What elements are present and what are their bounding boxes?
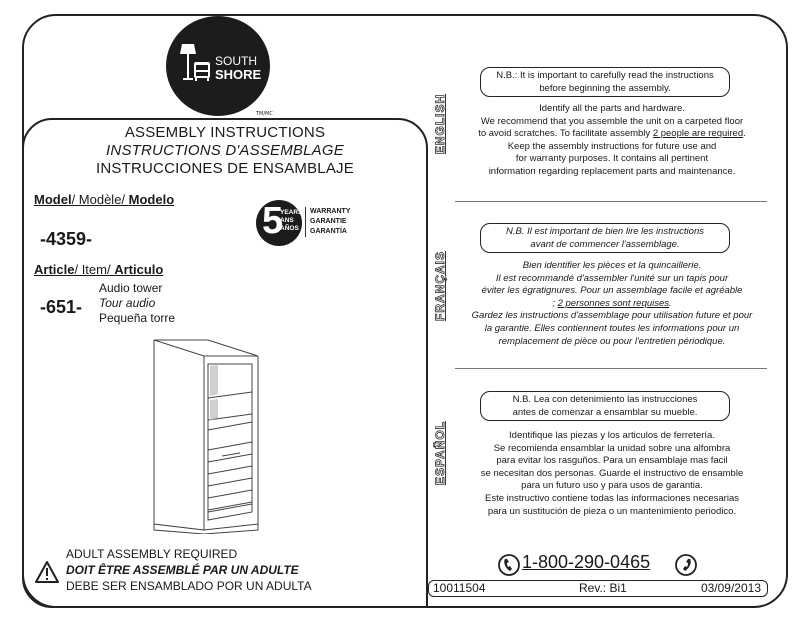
separator-2: [455, 368, 767, 369]
warranty-divider: [305, 207, 306, 237]
lang-french: FRANÇAIS: [433, 251, 447, 321]
note-english: N.B.: It is important to carefully read the instructions before beginning the assembly.: [480, 67, 730, 97]
adult-en: ADULT ASSEMBLY REQUIRED: [66, 547, 238, 561]
audio-tower-illustration: [148, 334, 268, 534]
note-spanish: N.B. Lea con detenimiento las instrucciones antes de comenzar a ensamblar su mueble.: [480, 391, 730, 421]
lang-spanish: ESPAÑOL: [433, 420, 447, 486]
title-es: INSTRUCCIONES DE ENSAMBLAJE: [96, 160, 354, 177]
body-spanish: Identifique las piezas y los articulos de ferretería. Se recomienda ensamblar la unidad sobre una alfombra para evitar los rasguños. Para un ensamblaje mas facil se necesitan dos personas. Guarde el instructivo de ensamble para un futuro uso y para usos de garantia. Este instructivo contiene todas las informaciones necesarias para un sustitución de pieza o un mantenimiento periodico.: [480, 430, 744, 517]
document-code: 10011504: [433, 581, 486, 595]
article-label: Article/ Item/ Articulo: [34, 262, 164, 277]
warranty-badge: 5 YEARS ANS AÑOS: [256, 200, 302, 246]
revision: Rev.: Bi1: [579, 581, 627, 595]
model-number: -4359-: [40, 229, 93, 249]
lamp-dresser-icon: [176, 42, 212, 88]
trademark: TM/MC: [256, 111, 273, 117]
separator-1: [455, 201, 767, 202]
article-names: Audio tower Tour audio Pequeña torre: [99, 281, 176, 325]
model-label: Model/ Modèle/ Modelo: [34, 192, 175, 207]
phone-icon: [497, 553, 521, 577]
lang-english: ENGLISH: [433, 93, 447, 155]
adult-fr: DOIT ÊTRE ASSEMBLÉ PAR UN ADULTE: [66, 563, 299, 577]
phone-icon-right: [674, 553, 698, 577]
warranty-text: WARRANTY GARANTIE GARANTÍA: [310, 208, 351, 235]
title-en: ASSEMBLY INSTRUCTIONS: [124, 124, 326, 141]
title-fr: INSTRUCTIONS D'ASSEMBLAGE: [106, 142, 344, 159]
footer-bar: [428, 580, 768, 597]
logo-line1: SOUTH: [215, 54, 257, 68]
warning-icon: [34, 560, 60, 584]
body-english: Identify all the parts and hardware. We recommend that you assemble the unit on a carpeted floor to avoid scratches. To facilitate assembly 2 people are required. Keep the assembly instructions for future use and for warranty purposes. It contains all pertinent information regarding replacement parts and maintenance.: [478, 103, 746, 177]
phone-number: 1-800-290-0465: [522, 552, 651, 572]
south-shore-logo: [166, 16, 270, 116]
adult-es: DEBE SER ENSAMBLADO POR UN ADULTA: [66, 579, 312, 593]
logo-line2: SHORE: [215, 67, 262, 82]
document-date: 03/09/2013: [700, 581, 761, 595]
article-number: -651-: [40, 297, 83, 317]
body-french: Bien identifier les pièces et la quincaillerie. Il est recommandé d'assembler l'unité sur un tapis pour éviter les égratignures. Pour un assemblage facile et agréable ; 2 personnes sont requises. Gardez les instructions d'assemblage pour utilisation future et pour la garantie. Elles contiennent toutes les informations pour un remplacement de pièce ou pour l'entretien périodique.: [471, 260, 753, 347]
note-french: N.B. Il est important de bien lire les instructions avant de commencer l'assemblage.: [480, 223, 730, 253]
